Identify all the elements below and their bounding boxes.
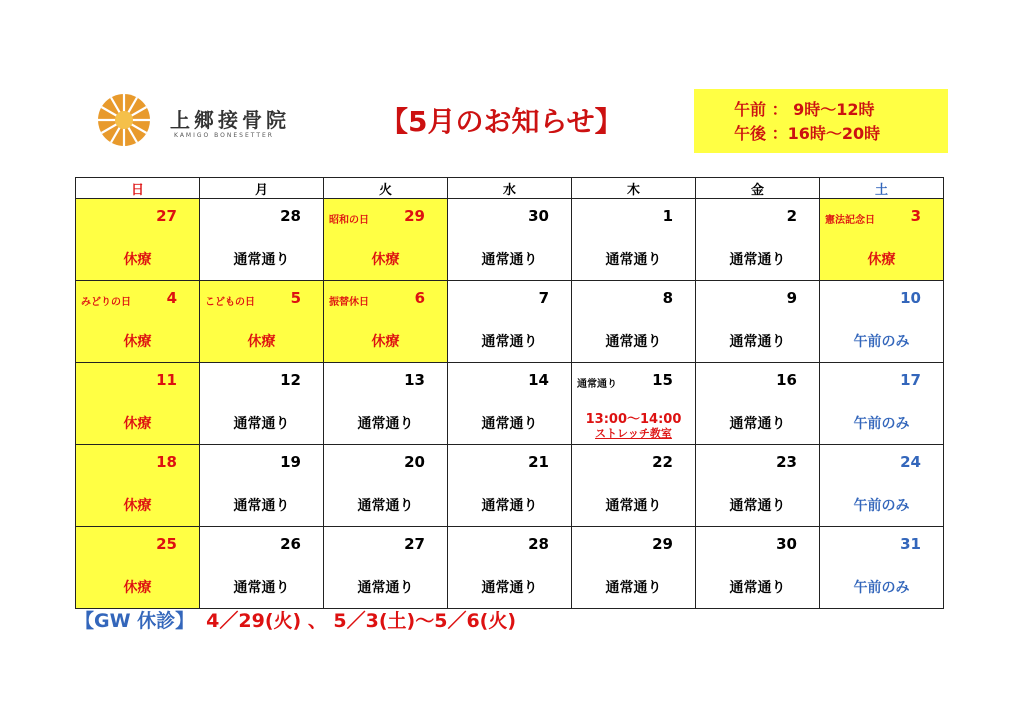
weekday-header: 日 <box>76 178 200 199</box>
calendar-day-cell <box>696 363 820 445</box>
day-number: 15 <box>652 371 673 389</box>
day-status: 午前のみ <box>853 334 910 350</box>
calendar-week-row <box>76 527 944 609</box>
calendar-day-cell <box>696 281 820 363</box>
weekday-header: 土 <box>820 178 944 199</box>
weekday-header: 火 <box>324 178 448 199</box>
day-number: 7 <box>538 289 549 307</box>
calendar-day-cell <box>572 281 696 363</box>
holiday-label: こどもの日 <box>205 297 255 308</box>
calendar-day-cell <box>76 527 200 609</box>
calendar-week-row <box>76 363 944 445</box>
day-number: 31 <box>900 535 921 553</box>
hours-afternoon: 午後 ：16時～20時 <box>734 124 881 143</box>
day-status: 休療 <box>247 334 276 350</box>
calendar-day-cell <box>448 445 572 527</box>
day-number: 19 <box>280 453 301 471</box>
day-number: 28 <box>528 535 549 553</box>
calendar-day-cell <box>324 281 448 363</box>
day-status: 通常通り <box>481 334 538 350</box>
weekday-header: 金 <box>696 178 820 199</box>
clinic-name: 上郷接骨院 <box>170 108 290 132</box>
day-number: 5 <box>290 289 301 307</box>
calendar-body <box>76 199 944 609</box>
calendar-table <box>75 177 944 609</box>
calendar-day-cell <box>696 199 820 281</box>
holiday-label: 通常通り <box>577 379 617 390</box>
page-title: 【5月のお知らせ】 <box>380 105 623 138</box>
day-number: 14 <box>528 371 549 389</box>
calendar-day-cell <box>76 281 200 363</box>
day-number: 30 <box>776 535 797 553</box>
day-number: 1 <box>662 207 673 225</box>
calendar-week-row <box>76 281 944 363</box>
day-status: 休療 <box>123 252 152 268</box>
day-number: 29 <box>652 535 673 553</box>
calendar-day-cell <box>572 199 696 281</box>
day-status: 午前のみ <box>853 498 910 514</box>
day-number: 25 <box>156 535 177 553</box>
weekday-header: 月 <box>200 178 324 199</box>
day-number: 11 <box>156 371 177 389</box>
day-status: 通常通り <box>729 498 786 514</box>
calendar-day-cell <box>572 527 696 609</box>
calendar-day-cell <box>448 281 572 363</box>
day-status: 通常通り <box>605 252 662 268</box>
day-status: 通常通り <box>729 252 786 268</box>
day-status: 通常通り <box>233 580 290 596</box>
day-number: 22 <box>652 453 673 471</box>
day-status: 休療 <box>123 416 152 432</box>
day-number: 30 <box>528 207 549 225</box>
day-number: 12 <box>280 371 301 389</box>
day-status: 通常通り <box>481 416 538 432</box>
day-status: 通常通り <box>729 334 786 350</box>
calendar-week-row <box>76 445 944 527</box>
gw-label: 【GW 休診】 <box>75 610 195 632</box>
day-status: 通常通り <box>357 416 414 432</box>
calendar-day-cell <box>200 199 324 281</box>
calendar-week-row <box>76 199 944 281</box>
hours-box <box>694 89 948 153</box>
day-status: 通常通り <box>233 252 290 268</box>
calendar-day-cell <box>76 445 200 527</box>
calendar-day-cell <box>200 445 324 527</box>
day-number: 3 <box>910 207 921 225</box>
calendar-day-cell <box>324 199 448 281</box>
day-status: 通常通り <box>481 580 538 596</box>
day-number: 28 <box>280 207 301 225</box>
day-number: 8 <box>662 289 673 307</box>
day-status: 通常通り <box>233 416 290 432</box>
day-status: 休療 <box>867 252 896 268</box>
calendar-day-cell <box>572 445 696 527</box>
event-title: ストレッチ教室 <box>595 427 672 440</box>
calendar-day-cell <box>820 199 944 281</box>
calendar-day-cell <box>820 445 944 527</box>
calendar-day-cell <box>200 281 324 363</box>
day-number: 18 <box>156 453 177 471</box>
day-number: 29 <box>404 207 425 225</box>
day-status: 午前のみ <box>853 416 910 432</box>
day-status: 通常通り <box>729 416 786 432</box>
weekday-header-row <box>76 178 944 199</box>
day-status: 午前のみ <box>853 580 910 596</box>
calendar-day-cell <box>324 527 448 609</box>
day-number: 26 <box>280 535 301 553</box>
day-status: 通常通り <box>481 252 538 268</box>
event-time: 13:00～14:00 <box>585 412 682 427</box>
day-status: 休療 <box>123 580 152 596</box>
day-number: 4 <box>166 289 177 307</box>
calendar-day-cell <box>448 363 572 445</box>
sunburst-logo-icon <box>96 92 152 148</box>
day-status: 通常通り <box>605 498 662 514</box>
weekday-header: 水 <box>448 178 572 199</box>
calendar-day-cell <box>820 363 944 445</box>
day-number: 21 <box>528 453 549 471</box>
calendar-day-cell <box>820 527 944 609</box>
day-status: 通常通り <box>481 498 538 514</box>
day-status: 休療 <box>371 334 400 350</box>
day-number: 24 <box>900 453 921 471</box>
hours-morning: 午前 ： 9時～12時 <box>734 100 875 119</box>
day-status: 休療 <box>123 498 152 514</box>
day-number: 2 <box>786 207 797 225</box>
day-number: 23 <box>776 453 797 471</box>
calendar-day-cell <box>324 363 448 445</box>
holiday-label: 昭和の日 <box>329 215 369 226</box>
day-status: 通常通り <box>233 498 290 514</box>
holiday-label: 振替休日 <box>329 297 369 308</box>
weekday-header: 木 <box>572 178 696 199</box>
calendar-day-cell <box>200 363 324 445</box>
gw-notice <box>75 606 516 633</box>
calendar-day-cell <box>76 363 200 445</box>
calendar-day-cell <box>696 527 820 609</box>
day-status: 通常通り <box>357 498 414 514</box>
holiday-label: みどりの日 <box>81 297 131 308</box>
day-status: 通常通り <box>357 580 414 596</box>
day-number: 13 <box>404 371 425 389</box>
calendar-day-cell <box>820 281 944 363</box>
calendar-day-cell <box>448 199 572 281</box>
clinic-logo <box>96 92 326 152</box>
calendar-day-cell <box>76 199 200 281</box>
day-number: 27 <box>156 207 177 225</box>
calendar-day-cell <box>696 445 820 527</box>
day-number: 16 <box>776 371 797 389</box>
clinic-subtitle: KAMIGO BONESETTER <box>174 132 274 139</box>
calendar-day-cell <box>324 445 448 527</box>
day-number: 17 <box>900 371 921 389</box>
calendar-day-cell <box>200 527 324 609</box>
day-status: 休療 <box>371 252 400 268</box>
day-number: 20 <box>404 453 425 471</box>
day-status: 通常通り <box>605 580 662 596</box>
day-number: 10 <box>900 289 921 307</box>
day-number: 6 <box>414 289 425 307</box>
day-number: 27 <box>404 535 425 553</box>
holiday-label: 憲法記念日 <box>825 215 875 226</box>
day-status: 休療 <box>123 334 152 350</box>
day-number: 9 <box>786 289 797 307</box>
calendar-day-cell <box>448 527 572 609</box>
calendar-day-cell <box>572 363 696 445</box>
gw-dates: 4／29(火) 、 5／3(土)～5／6(火) <box>206 610 517 632</box>
day-status: 通常通り <box>729 580 786 596</box>
day-status: 通常通り <box>605 334 662 350</box>
